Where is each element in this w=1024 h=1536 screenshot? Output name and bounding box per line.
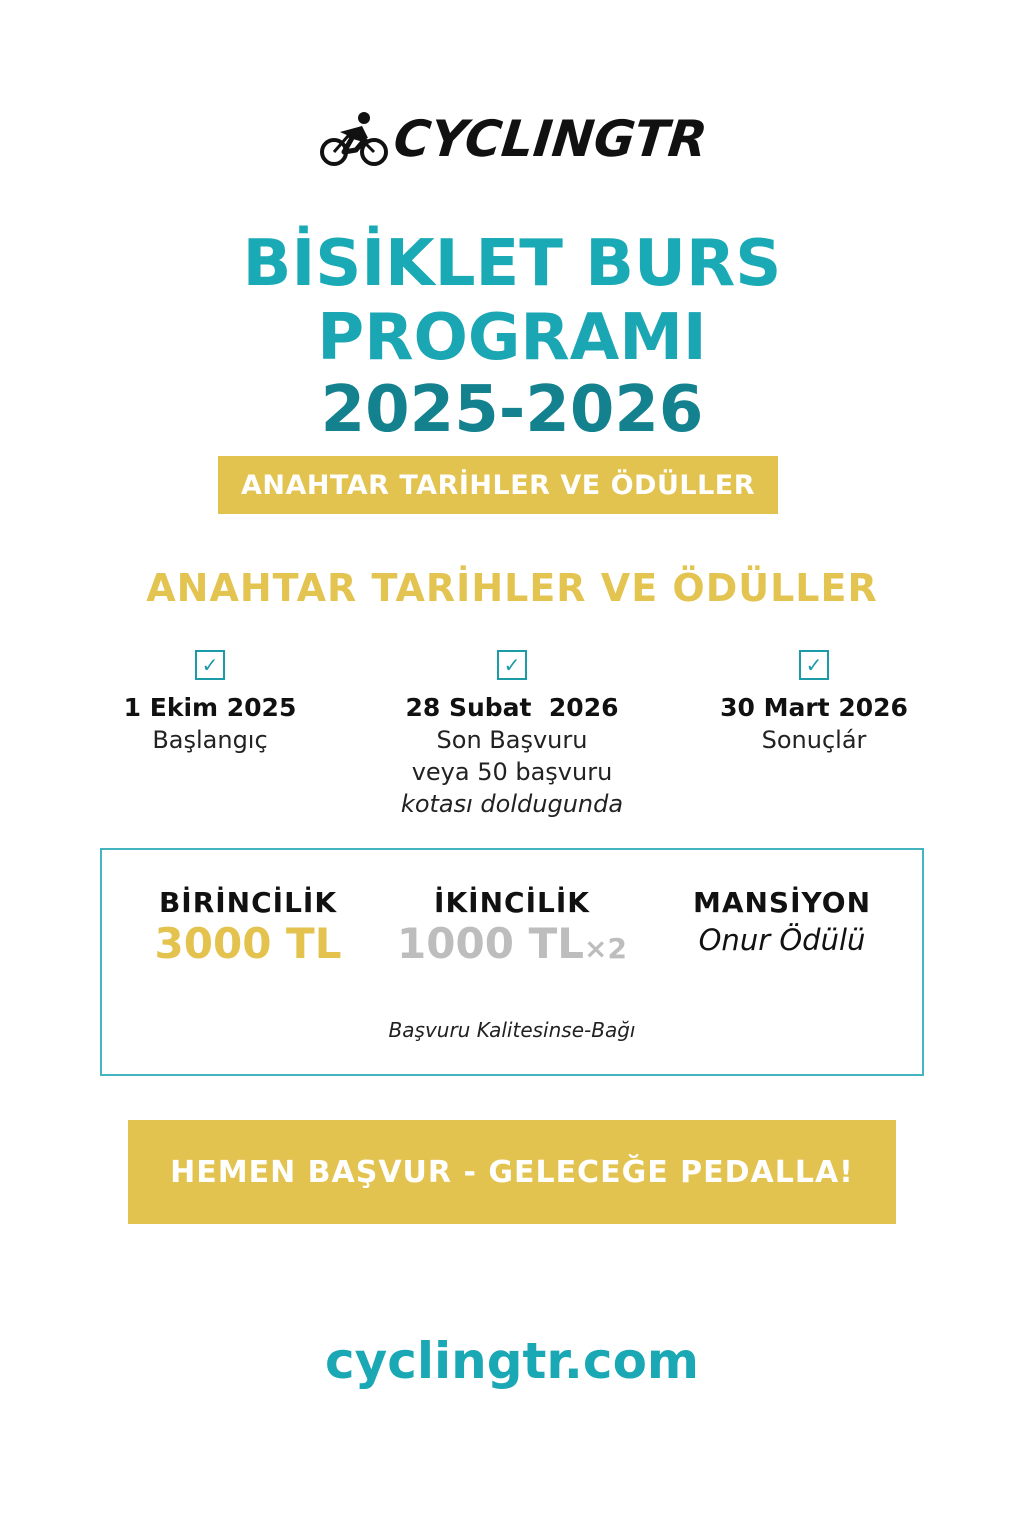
cyclist-icon	[318, 110, 390, 168]
title-line-2: PROGRAMI	[317, 301, 707, 375]
prize-title: MANSİYON	[692, 886, 872, 919]
date-extra-italic: kotası doldugunda	[400, 790, 624, 818]
prize-amount-value: 1000 TL	[397, 919, 584, 968]
date-label: Son Başvuru	[436, 726, 588, 754]
key-dates	[60, 650, 964, 820]
date-value: 1 Ekim 2025	[123, 693, 297, 722]
prize-multiplier: ×2	[583, 932, 627, 965]
date-label: Sonuçlár	[761, 726, 867, 754]
title-line-1: BİSİKLET BURS	[242, 227, 782, 301]
date-item-start	[60, 650, 360, 820]
prize-title: İKİNCİLİK	[434, 886, 590, 919]
brand-name: CYCLINGTR	[390, 110, 710, 168]
date-value: 30 Mart 2026	[720, 693, 908, 722]
title-line-3: 2025-2026	[320, 373, 704, 447]
checkbox-icon: ✓	[497, 650, 527, 680]
website-link[interactable]: cyclingtr.com	[324, 1332, 700, 1390]
checkbox-icon: ✓	[195, 650, 225, 680]
prize-first	[118, 886, 378, 969]
prize-amount	[382, 919, 642, 974]
prize-title: BİRİNCİLİK	[158, 886, 338, 919]
prize-second	[382, 886, 642, 974]
date-item-results	[664, 650, 964, 820]
prize-honor: Onur Ödülü	[698, 923, 866, 957]
key-dates-banner: ANAHTAR TARİHLER VE ÖDÜLLER	[218, 456, 778, 514]
prize-amount: 3000 TL	[154, 919, 342, 968]
brand-logo	[0, 110, 1024, 168]
date-label: Başlangıç	[152, 726, 268, 754]
prize-mention	[652, 886, 912, 961]
date-item-deadline	[362, 650, 662, 820]
prizes-box	[100, 848, 924, 1076]
checkbox-icon: ✓	[799, 650, 829, 680]
prize-note: Başvuru Kalitesinse-Bağı	[388, 1018, 636, 1042]
date-value: 28 Subat 2026	[405, 693, 619, 722]
apply-now-button[interactable]: HEMEN BAŞVUR - GELECEĞE PEDALLA!	[128, 1120, 896, 1224]
section-heading: ANAHTAR TARİHLER VE ÖDÜLLER	[146, 566, 878, 610]
date-extra: veya 50 başvuru	[411, 758, 613, 786]
